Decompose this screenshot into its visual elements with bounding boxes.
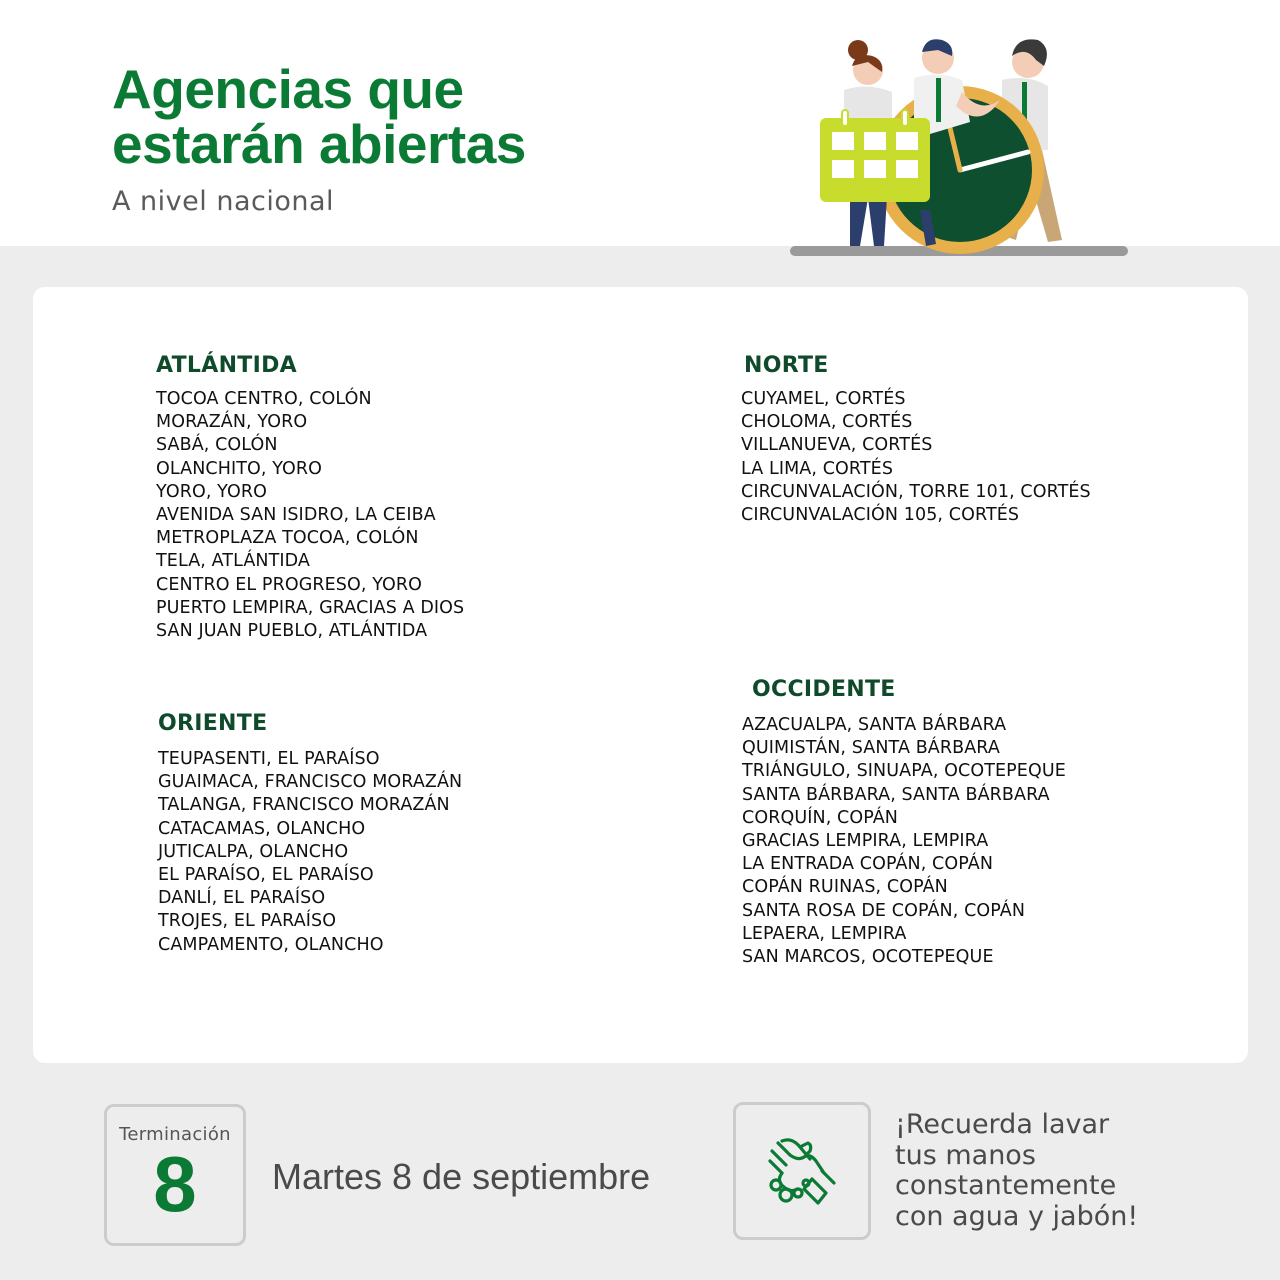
agencies-card xyxy=(33,287,1248,1063)
list-item: LEPAERA, LEMPIRA xyxy=(742,923,907,944)
list-item: SANTA BÁRBARA, SANTA BÁRBARA xyxy=(742,784,1050,805)
list-item: TRIÁNGULO, SINUAPA, OCOTEPEQUE xyxy=(742,761,1066,782)
hand-washing-icon xyxy=(764,1133,840,1209)
list-item: CIRCUNVALACIÓN, TORRE 101, CORTÉS xyxy=(741,481,1091,502)
reminder-line: tus manos xyxy=(895,1139,1036,1171)
list-item: AVENIDA SAN ISIDRO, LA CEIBA xyxy=(156,505,436,526)
list-item: CAMPAMENTO, OLANCHO xyxy=(158,934,384,955)
region-title: OCCIDENTE xyxy=(752,677,896,702)
page-title-line-2: estarán abiertas xyxy=(112,113,526,175)
list-item: CIRCUNVALACIÓN 105, CORTÉS xyxy=(741,505,1020,526)
list-item: GUAIMACA, FRANCISCO MORAZÁN xyxy=(158,772,463,793)
list-item: CHOLOMA, CORTÉS xyxy=(741,412,913,433)
termination-number: 8 xyxy=(153,1140,197,1228)
list-item: TALANGA, FRANCISCO MORAZÁN xyxy=(158,795,450,816)
list-item: SANTA ROSA DE COPÁN, COPÁN xyxy=(742,900,1026,921)
region-occidente xyxy=(742,677,1066,969)
list-item: LA LIMA, CORTÉS xyxy=(741,458,894,479)
list-item: JUTICALPA, OLANCHO xyxy=(158,841,349,862)
list-item: VILLANUEVA, CORTÉS xyxy=(741,435,933,456)
region-oriente xyxy=(158,711,462,957)
list-item: SAN MARCOS, OCOTEPEQUE xyxy=(742,947,994,968)
list-item: MORAZÁN, YORO xyxy=(156,412,308,433)
region-title: ATLÁNTIDA xyxy=(156,353,297,378)
termination-badge xyxy=(104,1104,246,1246)
list-item: DANLÍ, EL PARAÍSO xyxy=(158,888,326,909)
agency-list xyxy=(156,388,464,643)
list-item: CUYAMEL, CORTÉS xyxy=(741,389,906,409)
list-item: EL PARAÍSO, EL PARAÍSO xyxy=(158,865,374,886)
agency-list xyxy=(158,748,462,957)
agency-list xyxy=(741,388,1091,527)
region-norte xyxy=(741,353,1091,527)
page-title xyxy=(112,58,526,175)
reminder-line: ¡Recuerda lavar xyxy=(895,1109,1110,1140)
region-title: ORIENTE xyxy=(158,711,268,736)
list-item: SABÁ, COLÓN xyxy=(156,435,278,456)
list-item: CENTRO EL PROGRESO, YORO xyxy=(156,574,423,595)
agency-list xyxy=(742,714,1066,969)
list-item: TELA, ATLÁNTIDA xyxy=(156,551,311,572)
list-item: COPÁN RUINAS, COPÁN xyxy=(742,877,948,898)
list-item: TEUPASENTI, EL PARAÍSO xyxy=(158,749,380,769)
reminder-line: con agua y jabón! xyxy=(895,1200,1139,1232)
list-item: PUERTO LEMPIRA, GRACIAS A DIOS xyxy=(156,597,465,618)
people-with-clock-and-calendar-illustration xyxy=(780,30,1140,270)
list-item: TROJES, EL PARAÍSO xyxy=(158,911,337,932)
region-atlantida xyxy=(156,353,464,643)
list-item: OLANCHITO, YORO xyxy=(156,458,323,479)
region-title: NORTE xyxy=(744,353,829,378)
list-item: QUIMISTÁN, SANTA BÁRBARA xyxy=(742,738,1000,759)
list-item: LA ENTRADA COPÁN, COPÁN xyxy=(742,854,994,875)
list-item: YORO, YORO xyxy=(156,481,268,502)
reminder-line: constantemente xyxy=(895,1170,1117,1201)
hand-washing-badge xyxy=(733,1102,871,1240)
list-item: METROPLAZA TOCOA, COLÓN xyxy=(156,528,419,549)
list-item: GRACIAS LEMPIRA, LEMPIRA xyxy=(742,831,989,852)
list-item: CATACAMAS, OLANCHO xyxy=(158,818,366,839)
list-item: CORQUÍN, COPÁN xyxy=(742,807,899,828)
page-title-line-1: Agencias que xyxy=(112,58,464,120)
list-item: AZACUALPA, SANTA BÁRBARA xyxy=(742,715,1007,735)
page-subtitle: A nivel nacional xyxy=(112,186,335,217)
list-item: TOCOA CENTRO, COLÓN xyxy=(156,389,372,409)
list-item: SAN JUAN PUEBLO, ATLÁNTIDA xyxy=(156,621,428,642)
hand-washing-reminder xyxy=(895,1110,1138,1232)
date-text: Martes 8 de septiembre xyxy=(272,1156,651,1197)
termination-label: Terminación xyxy=(119,1124,231,1145)
